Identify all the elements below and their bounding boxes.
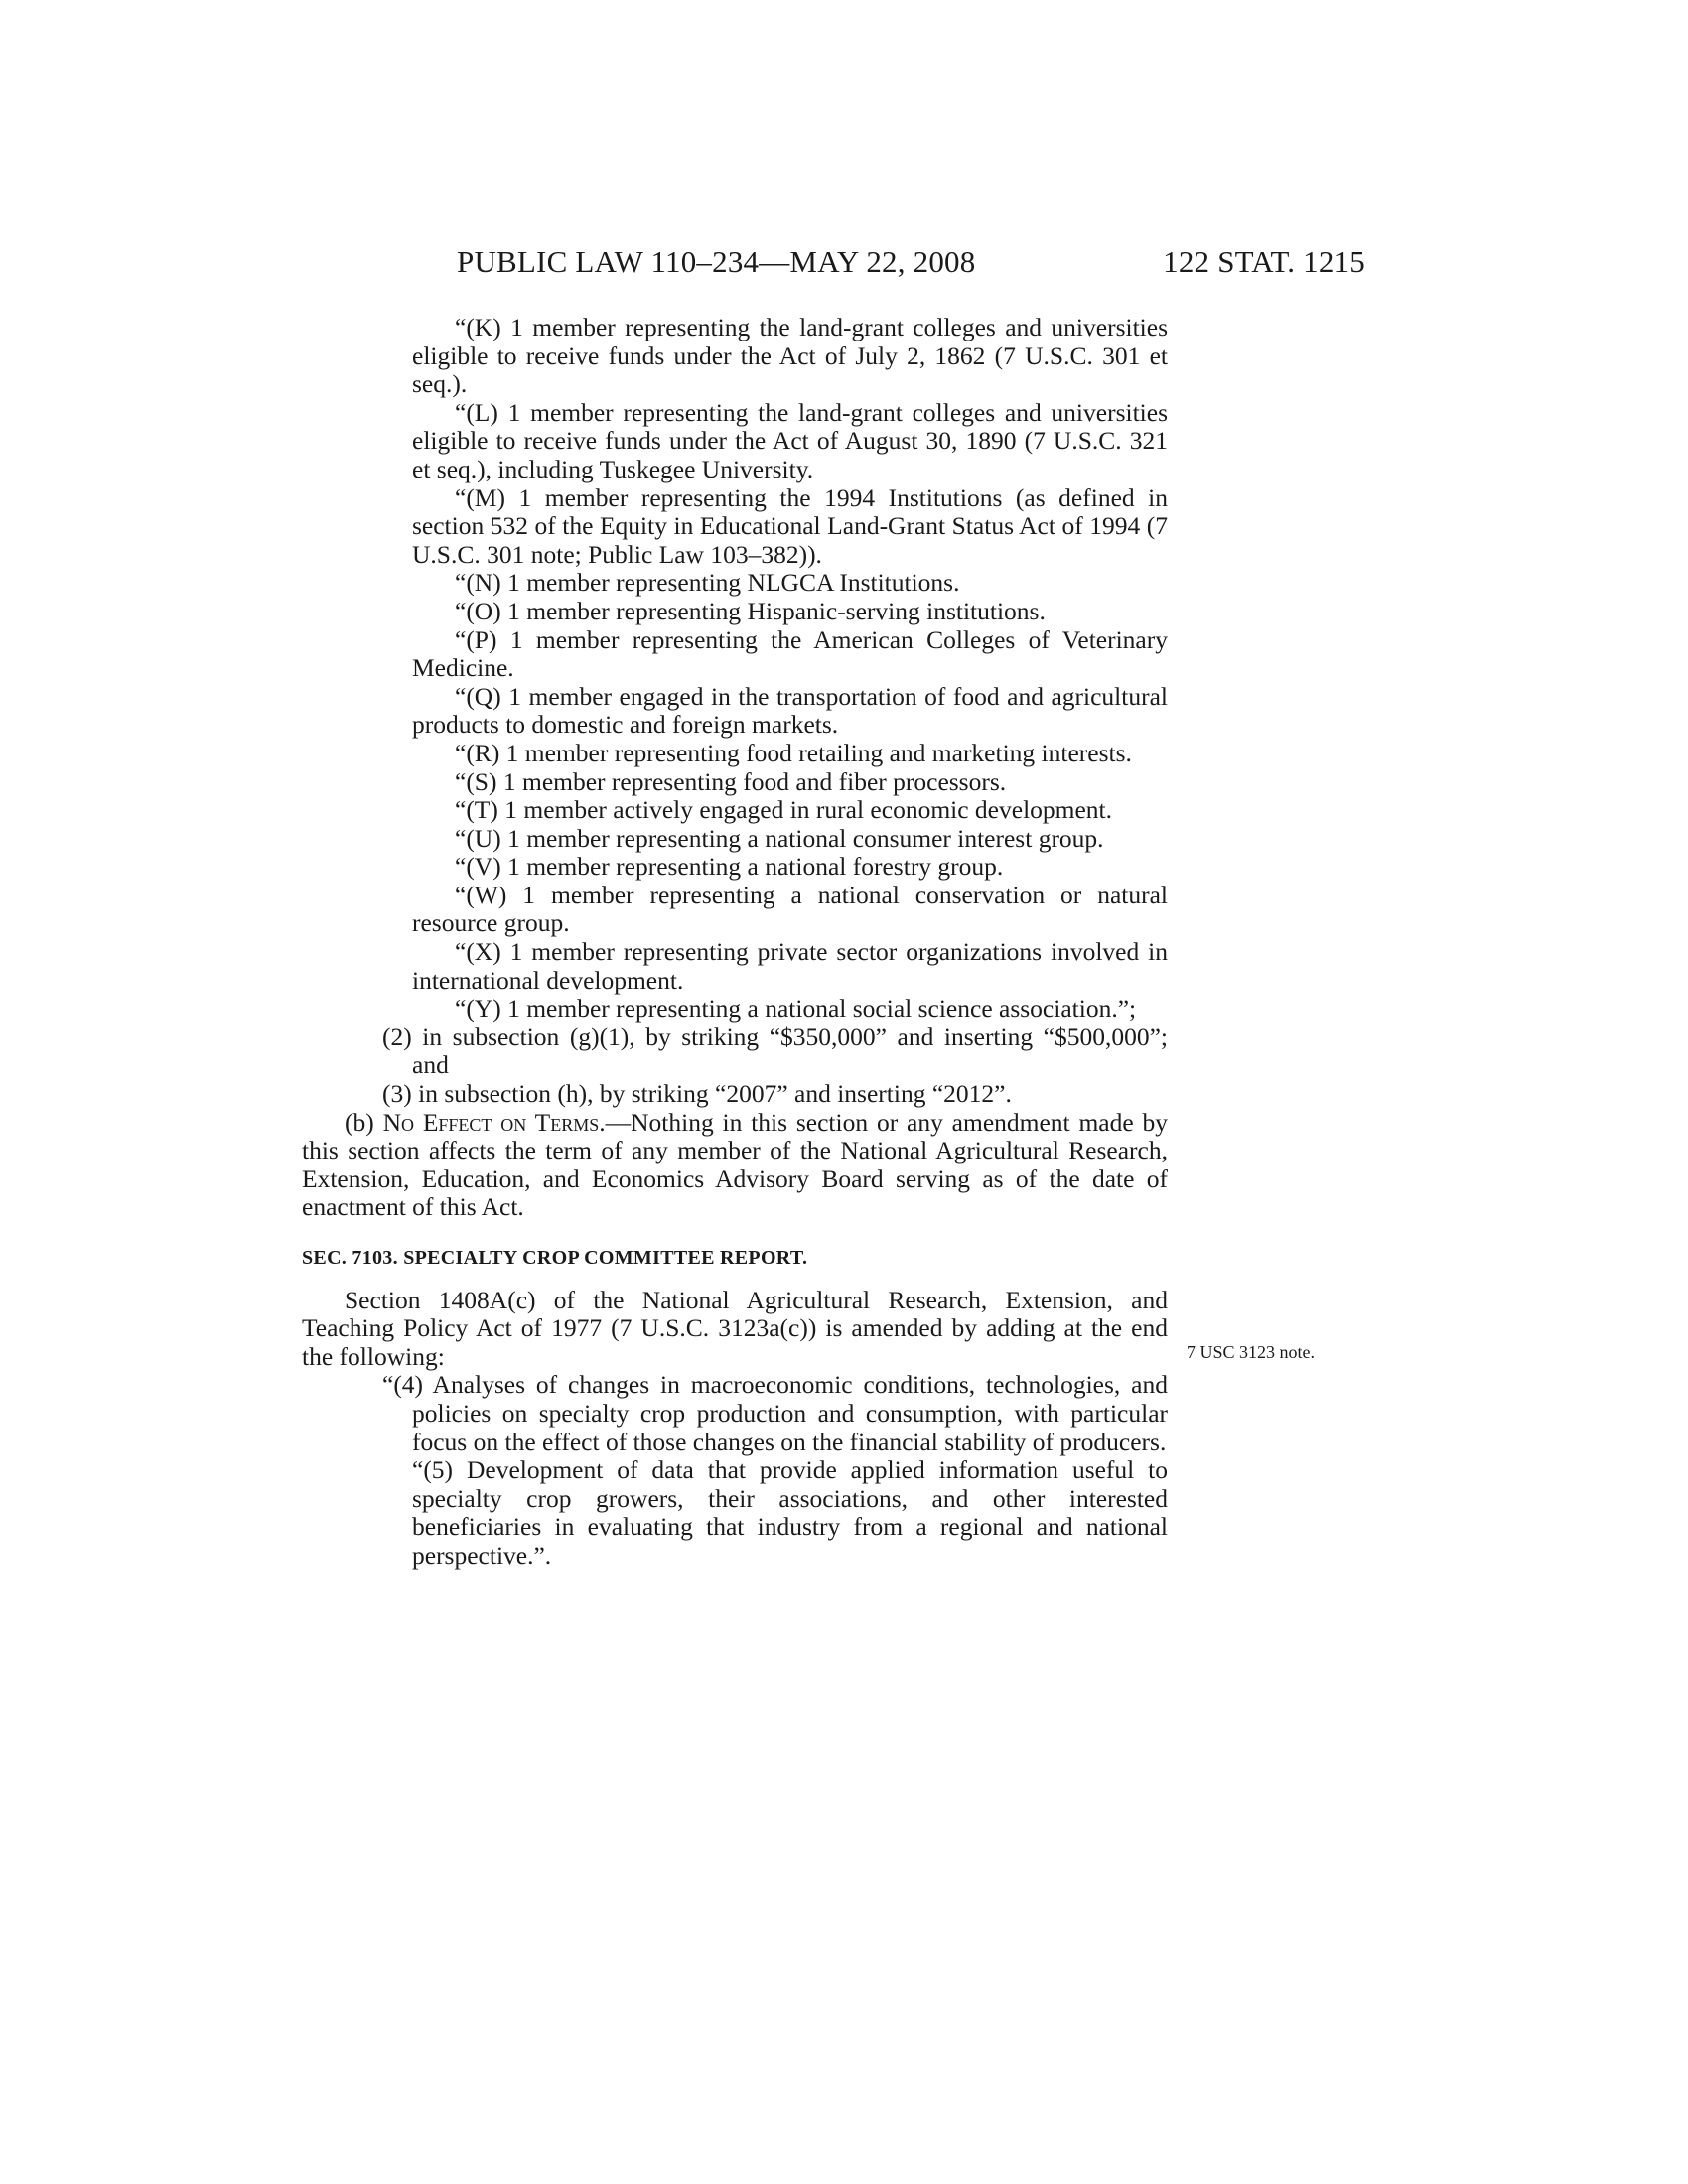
subsection-b — [302, 1109, 1168, 1222]
paragraph-t: “(T) 1 member actively engaged in rural economic development. — [455, 795, 1113, 825]
paragraph-y: “(Y) 1 member representing a national social science association.”; — [455, 994, 1137, 1024]
paragraph-o: “(O) 1 member representing Hispanic-serving institutions. — [455, 596, 1046, 625]
margin-note: 7 USC 3123 note. — [1187, 1342, 1316, 1362]
section-item-5: “(5) Development of data that provide applied information useful to specialty crop growers, their associations, and other interested beneficiaries in evaluating that industry from a regional and national perspective.”. — [412, 1455, 1168, 1570]
paragraph-n: “(N) 1 member representing NLGCA Institutions. — [455, 568, 960, 598]
header-stat-page: 122 STAT. 1215 — [1163, 244, 1365, 279]
paragraph-m: “(M) 1 member representing the 1994 Institutions (as defined in section 532 of the Equity in Educational Land-Grant Status Act of 1994 (7 U.S.C. 301 note; Public Law 103–382)). — [412, 482, 1168, 569]
amendment-2: (2) in subsection (g)(1), by striking “$350,000” and inserting “$500,000”; and — [382, 1022, 1168, 1080]
subsection-b-text: —Nothing in this section or any amendment made by this section affects the term of any member of the National Agricultural Research, Extension, Education, and Economics Advisory Board serving as of the date of enactment of this Act. — [302, 1107, 1169, 1222]
paragraph-l: “(L) 1 member representing the land-grant colleges and universities eligible to receive funds under the Act of August 30, 1890 (7 U.S.C. 321 et seq.), including Tuskegee University. — [412, 397, 1168, 483]
section-intro: Section 1408A(c) of the National Agricultural Research, Extension, and Teaching Policy Act of 1977 (7 U.S.C. 3123a(c)) is amended by adding at the end the following: — [302, 1285, 1168, 1371]
paragraph-x: “(X) 1 member representing private sector organizations involved in international development. — [412, 937, 1168, 995]
paragraph-q: “(Q) 1 member engaged in the transportation of food and agricultural products to domestic and foreign markets. — [412, 681, 1168, 740]
amendment-3: (3) in subsection (h), by striking “2007” and inserting “2012”. — [382, 1079, 1012, 1109]
paragraph-u: “(U) 1 member representing a national consumer interest group. — [455, 823, 1104, 853]
paragraph-s: “(S) 1 member representing food and fiber processors. — [455, 766, 1007, 796]
paragraph-k: “(K) 1 member representing the land-grant colleges and universities eligible to receive funds under the Act of July 2, 1862 (7 U.S.C. 301 et seq.). — [412, 313, 1168, 399]
paragraph-r: “(R) 1 member representing food retailing and marketing interests. — [455, 738, 1132, 767]
paragraph-w: “(W) 1 member representing a national conservation or natural resource group. — [412, 880, 1168, 938]
section-heading: SEC. 7103. SPECIALTY CROP COMMITTEE REPORT. — [302, 1247, 808, 1269]
paragraph-p: “(P) 1 member representing the American Colleges of Veterinary Medicine. — [412, 624, 1168, 683]
section-item-4: “(4) Analyses of changes in macroeconomic conditions, technologies, and policies on specialty crop production and consumption, with particular focus on the effect of those changes on the financial stability of producers. — [382, 1370, 1168, 1456]
subsection-b-label: (b) — [345, 1107, 374, 1137]
header-law-citation: PUBLIC LAW 110–234—MAY 22, 2008 — [457, 244, 976, 279]
subsection-b-heading: No Effect on Terms. — [382, 1107, 606, 1137]
page-header — [457, 244, 1365, 284]
body-text — [302, 314, 1168, 1570]
paragraph-v: “(V) 1 member representing a national forestry group. — [455, 852, 1004, 882]
